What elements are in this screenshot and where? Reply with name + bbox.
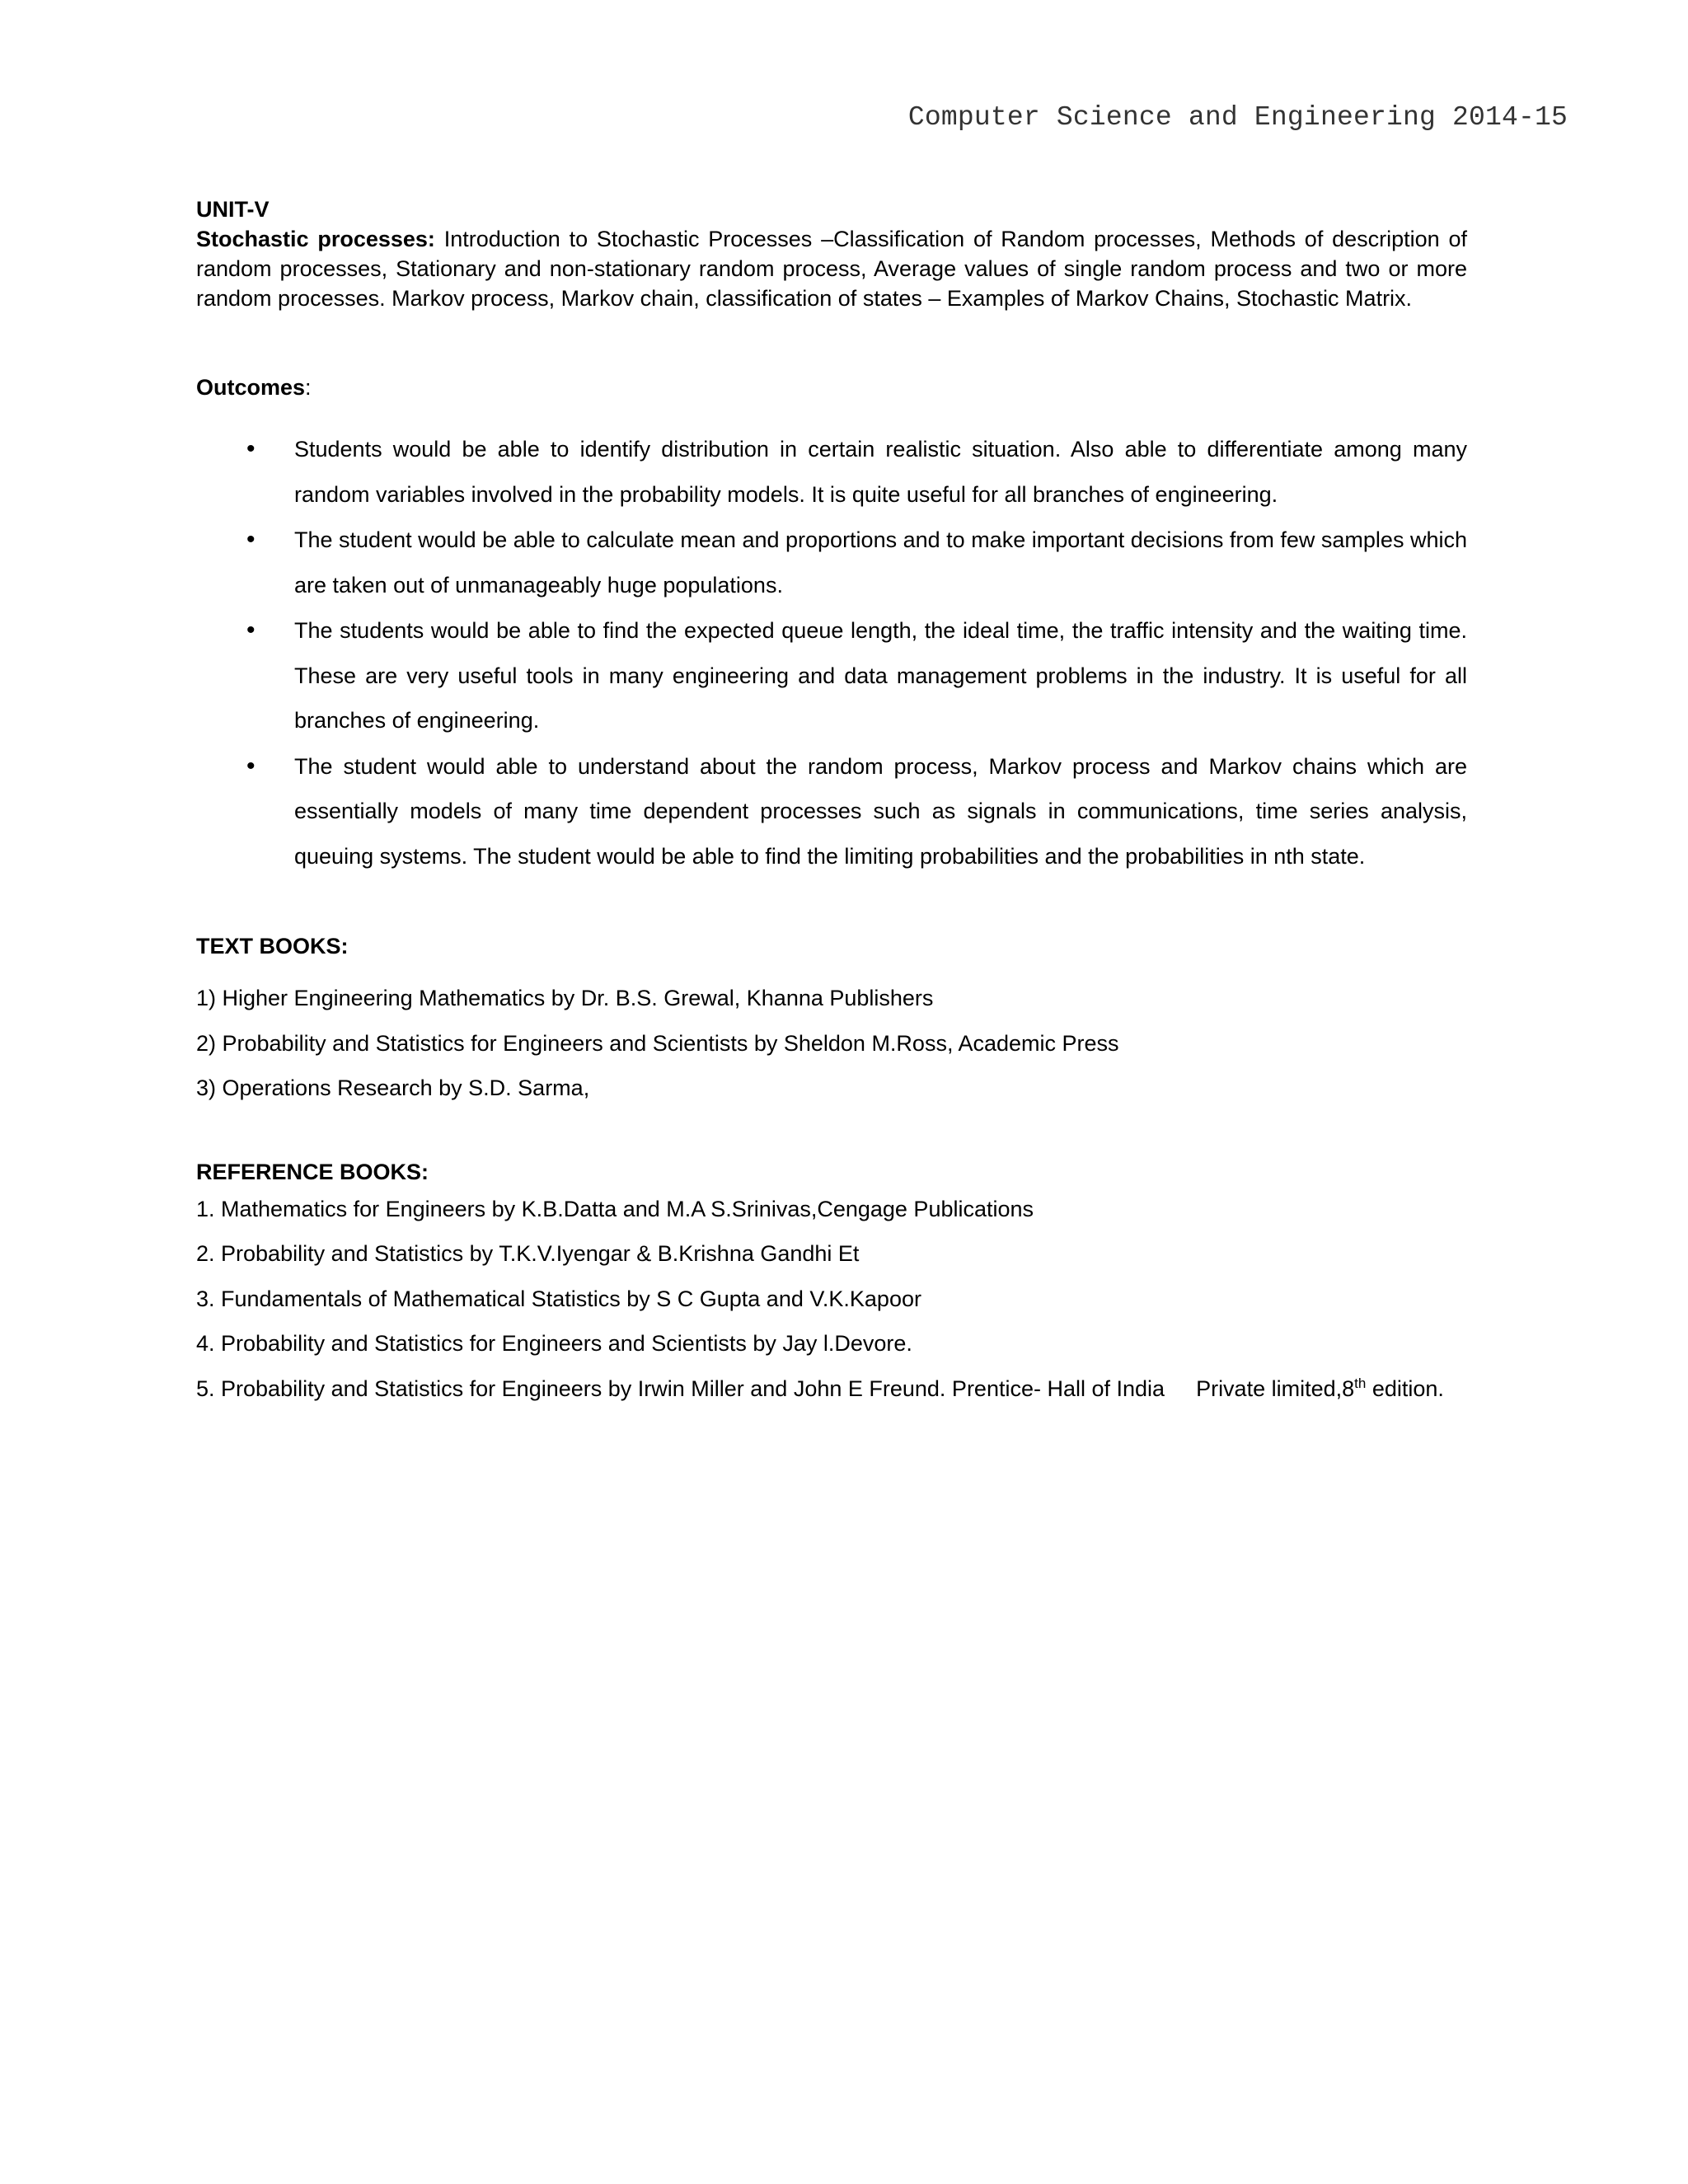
outcomes-heading [196, 373, 1467, 402]
ordinal-superscript: th [1354, 1375, 1367, 1391]
page-content [196, 194, 1467, 1411]
text-books-list [196, 976, 1467, 1111]
reference-books-heading: REFERENCE BOOKS: [196, 1159, 429, 1184]
reference-book-item: 4. Probability and Statistics for Engineers and Scientists by Jay l.Devore. [196, 1331, 912, 1356]
bullet-icon: • [246, 526, 256, 553]
topic-label: Stochastic processes: [196, 227, 435, 251]
text-book-item: 3) Operations Research by S.D. Sarma, [196, 1076, 590, 1100]
reference-book-5-part2: Private limited,8 [1196, 1376, 1355, 1401]
outcome-item [196, 518, 1467, 607]
running-header: Computer Science and Engineering 2014-15 [907, 102, 1568, 133]
text-books-heading: TEXT BOOKS: [196, 934, 349, 958]
outcome-text: Students would be able to identify distribution in certain realistic situation. Also able to differentiate among many random variables involved in the probability models. It is quite useful for all branches of engineering. [294, 437, 1467, 507]
outcome-item [196, 427, 1467, 517]
topic-text: Introduction to Stochastic Processes –Classification of Random processes, Methods of description of random processes, Stationary and non-stationary random process, Average values of single random process and two or more random processes. Markov process, Markov chain, classification of states – Examples of Markov Chains, Stochastic Matrix. [196, 227, 1467, 311]
bullet-icon: • [246, 752, 256, 780]
outcome-item [196, 744, 1467, 879]
unit-heading: UNIT-V [196, 197, 270, 222]
outcomes-list [196, 427, 1467, 879]
outcomes-heading-colon: : [305, 375, 312, 400]
reference-book-item [196, 1366, 1467, 1412]
reference-books-list [196, 1187, 1467, 1412]
reference-book-item: 1. Mathematics for Engineers by K.B.Datta and M.A S.Srinivas,Cengage Publications [196, 1196, 1034, 1221]
unit-description [196, 224, 1467, 313]
bullet-icon: • [246, 616, 256, 644]
outcomes-heading-label: Outcomes [196, 375, 306, 400]
outcome-text: The students would be able to find the expected queue length, the ideal time, the traffic intensity and the waiting time. These are very useful tools in many engineering and data management problems in the industry. It is useful for all branches of engineering. [294, 618, 1467, 733]
outcome-text: The student would able to understand about the random process, Markov process and Markov chains which are essentially models of many time dependent processes such as signals in communications, time series analysis, queuing systems. The student would be able to find the limiting probabilities and the probabilities in nth state. [294, 753, 1467, 869]
reference-book-item: 3. Fundamentals of Mathematical Statistics by S C Gupta and V.K.Kapoor [196, 1286, 921, 1311]
text-book-item: 1) Higher Engineering Mathematics by Dr. B.S. Grewal, Khanna Publishers [196, 986, 934, 1010]
text-book-item: 2) Probability and Statistics for Engineers and Scientists by Sheldon M.Ross, Academic Press [196, 1030, 1119, 1056]
bullet-icon: • [246, 435, 256, 462]
reference-book-5-part3: edition. [1366, 1376, 1444, 1401]
outcome-item [196, 608, 1467, 743]
outcome-text: The student would be able to calculate mean and proportions and to make important decisions from few samples which are taken out of unmanageably huge populations. [294, 527, 1467, 598]
reference-book-item: 2. Probability and Statistics by T.K.V.Iyengar & B.Krishna Gandhi Et [196, 1241, 860, 1266]
reference-book-5-part1: 5. Probability and Statistics for Engineers by Irwin Miller and John E Freund. Prentice- Hall of India [196, 1376, 1165, 1401]
